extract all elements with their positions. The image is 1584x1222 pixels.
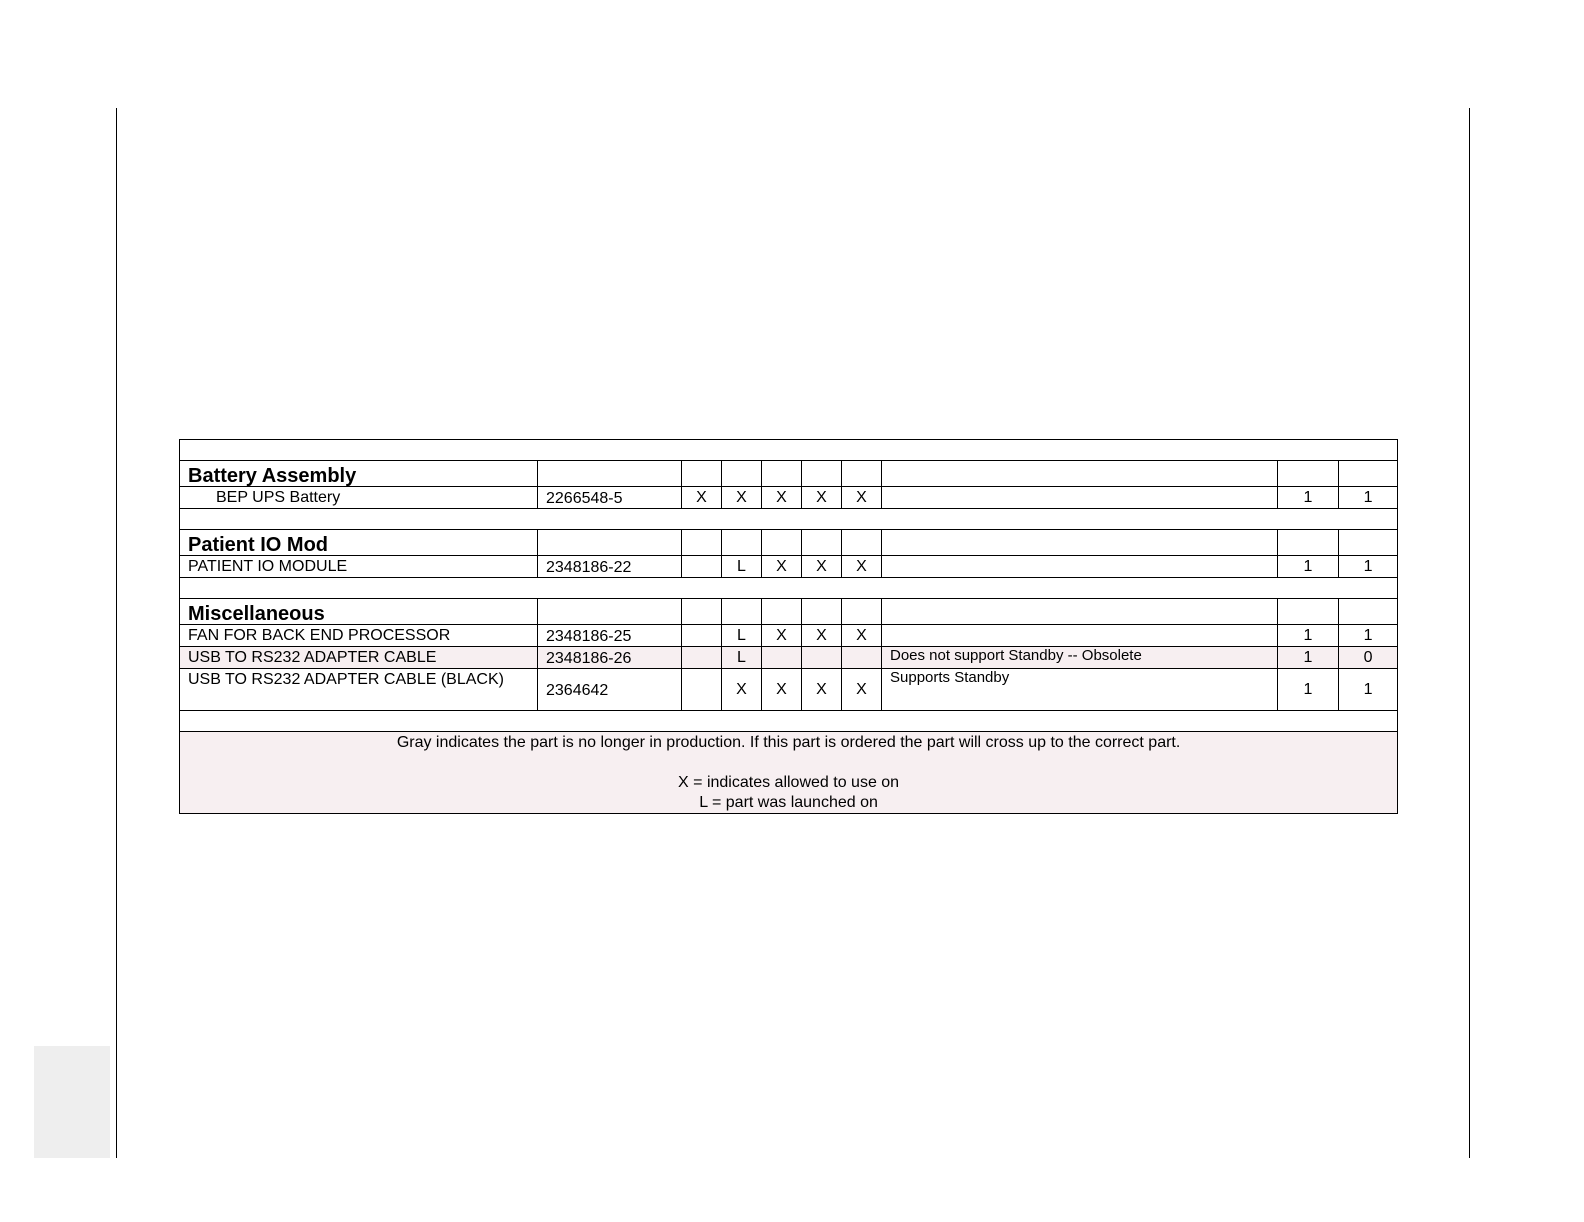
mark-cell [682,647,722,669]
mark-cell: L [722,647,762,669]
table-row-obsolete [180,647,1398,669]
mark-cell: L [722,556,762,578]
mark-cell: X [762,625,802,647]
mark-cell: X [842,487,882,509]
part-description: FAN FOR BACK END PROCESSOR [180,625,538,647]
table-row [180,669,1398,711]
mark-cell: X [842,556,882,578]
table-row [180,625,1398,647]
qty-cell: 1 [1278,669,1339,711]
mark-cell [682,625,722,647]
page-margin-left [116,108,117,1158]
mark-cell: X [842,625,882,647]
mark-cell: X [682,487,722,509]
spacer-row [180,578,1398,599]
part-number: 2266548-5 [538,487,682,509]
legend-l-note: L = part was launched on [699,794,878,811]
qty-cell: 1 [1278,625,1339,647]
mark-cell: X [802,487,842,509]
mark-cell: X [762,669,802,711]
mark-cell: X [762,487,802,509]
qty-cell: 1 [1278,647,1339,669]
section-header [180,461,1398,487]
part-number: 2348186-22 [538,556,682,578]
mark-cell: X [842,669,882,711]
qty-cell: 1 [1278,556,1339,578]
spacer-row [180,509,1398,530]
qty-cell: 0 [1339,647,1398,669]
mark-cell: X [802,625,842,647]
mark-cell: X [802,669,842,711]
part-description: USB TO RS232 ADAPTER CABLE (BLACK) [180,669,538,711]
part-description: BEP UPS Battery [180,487,538,509]
mark-cell: L [722,625,762,647]
notes-cell [882,625,1278,647]
qty-cell: 1 [1278,487,1339,509]
section-header [180,599,1398,625]
legend [180,732,1398,814]
notes-cell: Supports Standby [882,669,1278,711]
qty-cell: 1 [1339,556,1398,578]
qty-cell: 1 [1339,625,1398,647]
section-title: Battery Assembly [180,461,538,487]
mark-cell: X [802,556,842,578]
mark-cell: X [762,556,802,578]
part-number: 2348186-25 [538,625,682,647]
spacer-row [180,711,1398,732]
legend-row [180,732,1398,814]
qty-cell: 1 [1339,669,1398,711]
part-description: USB TO RS232 ADAPTER CABLE [180,647,538,669]
part-number: 2364642 [538,669,682,711]
table-row [180,487,1398,509]
mark-cell [682,556,722,578]
legend-x-note: X = indicates allowed to use on [678,774,900,791]
table-row [180,556,1398,578]
parts-compatibility-table [179,439,1398,814]
qty-cell: 1 [1339,487,1398,509]
mark-cell: X [722,487,762,509]
mark-cell [802,647,842,669]
notes-cell: Does not support Standby -- Obsolete [882,647,1278,669]
part-description: PATIENT IO MODULE [180,556,538,578]
legend-gray-note: Gray indicates the part is no longer in production. If this part is ordered the part will cross up to the correct part. [396,734,1181,751]
mark-cell [682,669,722,711]
notes-cell [882,487,1278,509]
section-title: Miscellaneous [180,599,538,625]
mark-cell [842,647,882,669]
mark-cell: X [722,669,762,711]
thumb-tab [34,1046,110,1158]
notes-cell [882,556,1278,578]
mark-cell [762,647,802,669]
part-number: 2348186-26 [538,647,682,669]
page-margin-right [1469,108,1470,1158]
section-header [180,530,1398,556]
spacer-row [180,440,1398,461]
section-title: Patient IO Mod [180,530,538,556]
